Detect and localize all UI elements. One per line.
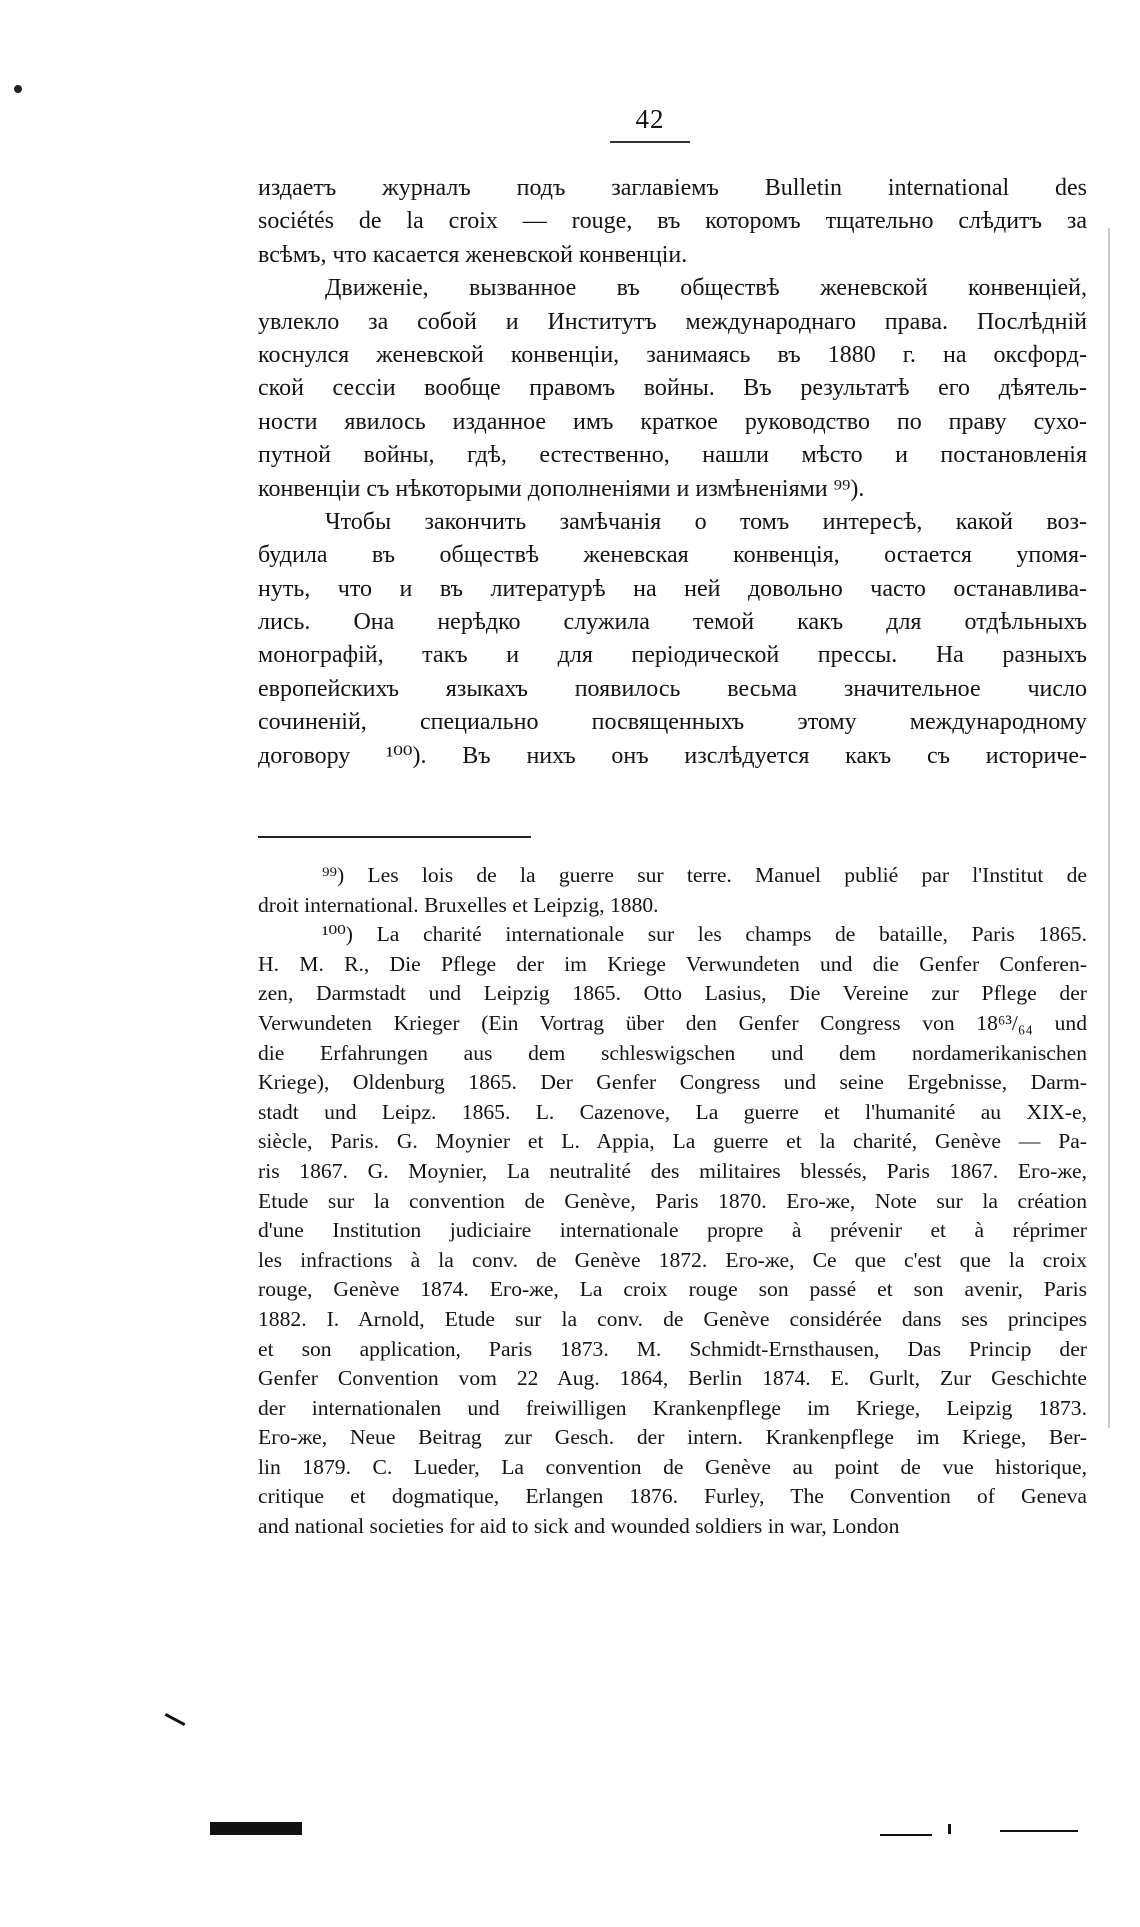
- body-line: будила въ обществѣ женевская конвенція, остается упомя-: [258, 542, 1087, 569]
- footnote-line: critique et dogmatique, Erlangen 1876. Furley, The Convention of Geneva: [258, 1484, 1087, 1509]
- body-line: коснулся женевской конвенціи, занимаясь въ 1880 г. на оксфорд-: [258, 341, 1087, 368]
- footnote-line: d'une Institution judiciaire internationale propre à prévenir et à réprimer: [258, 1218, 1087, 1243]
- scan-mark-arrow: [165, 1713, 186, 1726]
- footnote-line: Kriege), Oldenburg 1865. Der Genfer Congress und seine Ergebnisse, Darm-: [258, 1070, 1087, 1095]
- body-line: sociétés de la croix — rouge, въ которомъ тщательно слѣдитъ за: [258, 208, 1087, 235]
- body-line: сочиненій, специально посвященныхъ этому международному: [258, 709, 1087, 736]
- footnote-line: Его-же, Neue Beitrag zur Gesch. der intern. Krankenpflege im Kriege, Ber-: [258, 1425, 1087, 1450]
- footnote-rule: [258, 836, 531, 838]
- footnote-line: Etude sur la convention de Genève, Paris 1870. Его-же, Note sur la création: [258, 1188, 1087, 1213]
- scan-mark-bar: [210, 1822, 302, 1835]
- footnote-line: ¹⁰⁰) La charité internationale sur les champs de bataille, Paris 1865.: [322, 922, 1087, 947]
- body-line: нуть, что и въ литературѣ на ней довольно часто останавлива-: [258, 575, 1087, 602]
- footnotes: [258, 861, 1087, 1542]
- footnote-line: Genfer Convention vom 22 Aug. 1864, Berlin 1874. E. Gurlt, Zur Geschichte: [258, 1366, 1087, 1391]
- main-text: [258, 172, 1087, 773]
- footnote-line: droit international. Bruxelles et Leipzig, 1880.: [258, 892, 659, 917]
- scan-mark-dash: [1000, 1830, 1078, 1832]
- footnote-line: ris 1867. G. Moynier, La neutralité des militaires blessés, Paris 1867. Его-же,: [258, 1158, 1087, 1183]
- scan-margin-line: [1108, 228, 1110, 1428]
- footnote-line: die Erfahrungen aus dem schleswigschen und dem nordamerikanischen: [258, 1040, 1087, 1065]
- body-line: издаетъ журналъ подъ заглавіемъ Bulletin international des: [258, 175, 1087, 201]
- footnote-line: and national societies for aid to sick and wounded soldiers in war, London: [258, 1514, 900, 1539]
- footnote-line: lin 1879. C. Lueder, La convention de Genève au point de vue historique,: [258, 1454, 1087, 1479]
- body-line: лись. Она нерѣдко служила темой какъ для отдѣльныхъ: [258, 609, 1087, 636]
- scan-mark-dash: [948, 1824, 951, 1834]
- footnote-line: zen, Darmstadt und Leipzig 1865. Otto Lasius, Die Vereine zur Pflege der: [258, 981, 1087, 1006]
- scan-mark-dash: [880, 1834, 932, 1836]
- body-line: европейскихъ языкахъ появилось весьма значительное число: [258, 675, 1087, 702]
- footnote-line: 1882. I. Arnold, Etude sur la conv. de Genève considérée dans ses principes: [258, 1306, 1087, 1331]
- body-line: путной войны, гдѣ, естественно, нашли мѣсто и постановленія: [258, 442, 1087, 469]
- footnote-line: et son application, Paris 1873. M. Schmidt-Ernsthausen, Das Princip der: [258, 1336, 1087, 1361]
- footnote-line: ⁹⁹) Les lois de la guerre sur terre. Manuel publié par l'Institut de: [322, 863, 1087, 887]
- page-number: 42: [635, 104, 665, 134]
- body-line: монографій, такъ и для періодической прессы. На разныхъ: [258, 642, 1087, 669]
- footnote-line: der internationalen und freiwilligen Krankenpflege im Kriege, Leipzig 1873.: [258, 1395, 1087, 1420]
- footnote-line: Verwundeten Krieger (Ein Vortrag über den Genfer Congress von 18⁶³/₆₄ und: [258, 1010, 1087, 1035]
- body-line: конвенціи съ нѣкоторыми дополненіями и измѣненіями ⁹⁹).: [258, 475, 865, 502]
- footnote-line: stadt und Leipz. 1865. L. Cazenove, La guerre et l'humanité au XIX-e,: [258, 1099, 1087, 1124]
- margin-dot: [14, 85, 22, 93]
- footnote-line: rouge, Genève 1874. Его-же, La croix rouge son passé et son avenir, Paris: [258, 1277, 1087, 1302]
- footnote-line: siècle, Paris. G. Moynier et L. Appia, La guerre et la charité, Genève — Pa-: [258, 1129, 1087, 1154]
- header-rule: [610, 141, 690, 143]
- body-line: договору ¹⁰⁰). Въ нихъ онъ изслѣдуется какъ съ историче-: [258, 742, 1087, 769]
- footnote-line: les infractions à la conv. de Genève 1872. Его-же, Ce que c'est que la croix: [258, 1247, 1087, 1272]
- body-line: Чтобы закончить замѣчанія о томъ интересѣ, какой воз-: [325, 508, 1087, 535]
- footnote-line: H. M. R., Die Pflege der im Kriege Verwundeten und die Genfer Conferen-: [258, 951, 1087, 976]
- body-line: Движеніе, вызванное въ обществѣ женевской конвенціей,: [325, 275, 1087, 302]
- body-line: увлекло за собой и Институтъ международнаго права. Послѣдній: [258, 308, 1087, 335]
- body-line: ности явилось изданное имъ краткое руководство по праву сухо-: [258, 408, 1087, 435]
- body-line: всѣмъ, что касается женевской конвенціи.: [258, 241, 688, 268]
- body-line: ской сессіи вообще правомъ войны. Въ результатѣ его дѣятель-: [258, 375, 1087, 402]
